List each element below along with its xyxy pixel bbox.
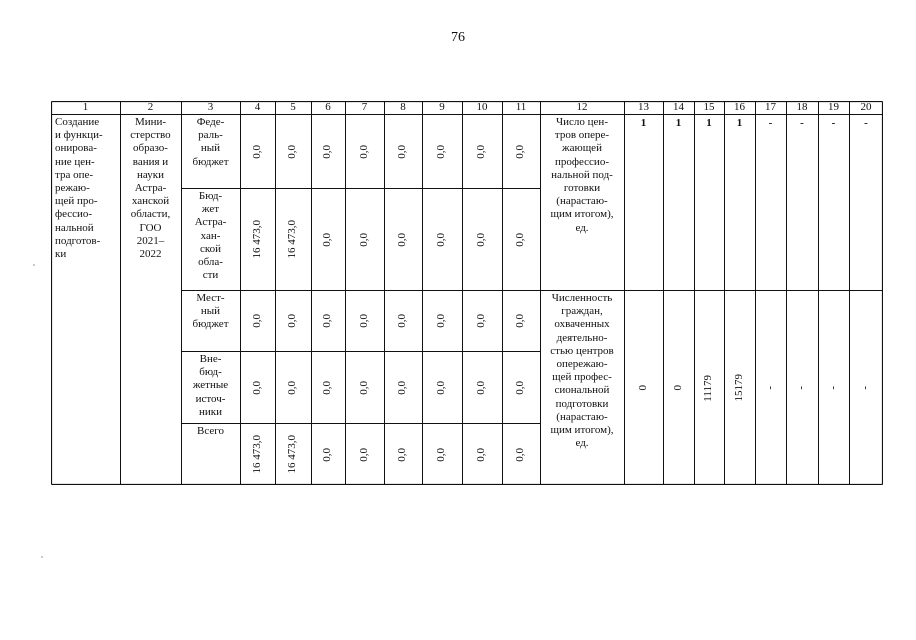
value-cell <box>422 424 462 485</box>
value-cell <box>462 189 502 290</box>
indicator-value: - <box>826 386 839 390</box>
budget-value: 0,0 <box>475 447 488 462</box>
source-name-cell: Вне- бюд- жетные источ- ники <box>192 353 229 418</box>
header-cell: 15 <box>703 101 715 113</box>
budget-value: 0,0 <box>514 314 527 328</box>
header-cell: 2 <box>147 101 154 113</box>
budget-value: 0,0 <box>357 314 370 328</box>
value-cell <box>422 189 462 290</box>
budget-value: 0,0 <box>396 232 409 247</box>
budget-value: 0,0 <box>514 447 527 462</box>
scan-speck <box>41 556 43 558</box>
budget-value: 0,0 <box>286 144 299 159</box>
source-name-cell: Мест- ный бюджет <box>192 292 229 331</box>
indicator-value-cell <box>624 291 663 485</box>
value-cell <box>502 115 540 188</box>
indicator-value: - <box>800 117 804 129</box>
budget-value: 0,0 <box>435 232 448 247</box>
value-cell <box>275 424 311 485</box>
budget-value: 0,0 <box>321 144 334 159</box>
value-cell <box>275 115 311 188</box>
budget-value: 0,0 <box>514 144 527 159</box>
activity-cell: Создание и функци- онирова- ние цен- тра опе- режаю- щей про- фессио- нальной подготов- ки <box>55 116 103 261</box>
value-cell <box>462 352 502 423</box>
indicator-value: - <box>795 386 808 390</box>
page-number: 76 <box>451 30 465 45</box>
value-cell <box>275 352 311 423</box>
header-cell: 13 <box>638 101 649 113</box>
indicator-value-cell <box>818 291 849 485</box>
value-cell <box>422 291 462 351</box>
budget-value: 0,0 <box>321 447 334 462</box>
value-cell <box>462 115 502 188</box>
value-cell <box>240 352 275 423</box>
header-cell: 3 <box>207 101 214 113</box>
indicator-name-cell: Число цен- тров опере- жающей профессио- нальной под- готовки (нарастаю- щим итогом), ед. <box>550 116 614 234</box>
indicator-value: - <box>864 117 868 129</box>
value-cell <box>240 291 275 351</box>
budget-value: 0,0 <box>357 447 370 462</box>
budget-value: 0,0 <box>396 314 409 328</box>
value-cell <box>345 424 384 485</box>
source-name-cell: Бюд- жет Астра- хан- ской обла- сти <box>194 190 227 282</box>
header-cell: 17 <box>765 101 776 113</box>
header-cell: 9 <box>439 101 445 113</box>
indicator-value: 15179 <box>732 374 745 402</box>
value-cell <box>462 291 502 351</box>
indicator-value-cell <box>755 291 786 485</box>
value-cell <box>345 291 384 351</box>
value-cell <box>240 424 275 485</box>
budget-value: 0,0 <box>475 144 488 159</box>
value-cell <box>384 189 422 290</box>
value-cell <box>311 115 345 188</box>
budget-value: 0,0 <box>396 447 409 462</box>
budget-value: 0,0 <box>475 314 488 328</box>
value-cell <box>502 424 540 485</box>
value-cell <box>422 352 462 423</box>
value-cell <box>275 189 311 290</box>
budget-value: 16 473,0 <box>250 220 263 259</box>
header-cell: 12 <box>576 101 588 113</box>
value-cell <box>311 424 345 485</box>
indicator-value: 1 <box>736 117 743 129</box>
budget-value: 0,0 <box>250 144 263 159</box>
indicator-value: 0 <box>636 385 649 391</box>
budget-table <box>51 101 883 485</box>
value-cell <box>384 352 422 423</box>
budget-value: 0,0 <box>435 447 448 462</box>
value-cell <box>345 115 384 188</box>
header-cell: 11 <box>515 101 527 113</box>
indicator-value: - <box>831 117 836 129</box>
indicator-value: - <box>768 117 773 129</box>
value-cell <box>384 424 422 485</box>
header-cell: 14 <box>673 101 684 113</box>
budget-value: 0,0 <box>250 380 263 395</box>
indicator-value: 1 <box>640 117 647 129</box>
indicator-value-cell <box>849 291 883 485</box>
indicator-value: - <box>859 386 872 390</box>
value-cell <box>275 291 311 351</box>
budget-value: 0,0 <box>396 380 409 395</box>
value-cell <box>345 352 384 423</box>
budget-value: 0,0 <box>286 314 299 328</box>
value-cell <box>311 189 345 290</box>
value-cell <box>384 291 422 351</box>
source-name-cell: Феде- раль- ный бюджет <box>192 116 229 168</box>
budget-value: 16 473,0 <box>250 435 263 474</box>
value-cell <box>502 291 540 351</box>
indicator-value: 11179 <box>702 374 715 402</box>
value-cell <box>240 115 275 188</box>
budget-value: 0,0 <box>357 380 370 395</box>
budget-value: 0,0 <box>321 380 334 395</box>
indicator-value-cell <box>786 291 818 485</box>
header-cell: 16 <box>734 101 745 113</box>
indicator-value-cell <box>694 291 724 485</box>
header-cell: 5 <box>290 101 296 113</box>
header-cell: 6 <box>325 101 331 113</box>
value-cell <box>311 291 345 351</box>
header-cell: 10 <box>476 101 488 113</box>
budget-value: 0,0 <box>435 380 448 395</box>
budget-value: 0,0 <box>475 232 488 247</box>
header-cell: 7 <box>361 101 368 113</box>
value-cell <box>422 115 462 188</box>
budget-value: 0,0 <box>321 314 334 328</box>
budget-value: 0,0 <box>250 314 263 328</box>
source-name-cell: Всего <box>197 425 224 437</box>
budget-value: 16 473,0 <box>286 220 299 259</box>
value-cell <box>345 189 384 290</box>
header-cell: 4 <box>254 101 261 113</box>
indicator-value-cell <box>663 291 694 485</box>
header-cell: 20 <box>860 101 872 113</box>
budget-value: 0,0 <box>357 232 370 247</box>
header-cell: 1 <box>82 101 89 113</box>
indicator-value: 0 <box>671 385 684 391</box>
value-cell <box>462 424 502 485</box>
value-cell <box>311 352 345 423</box>
executor-cell: Мини- стерство образо- вания и науки Астра- ханской области, ГОО 2021– 2022 <box>130 116 171 261</box>
budget-value: 0,0 <box>357 144 370 159</box>
budget-value: 0,0 <box>321 232 334 247</box>
header-cell: 8 <box>400 101 406 113</box>
budget-value: 0,0 <box>475 380 488 395</box>
budget-value: 0,0 <box>435 144 448 159</box>
budget-value: 16 473,0 <box>286 435 299 474</box>
budget-value: 0,0 <box>396 144 409 159</box>
indicator-value: 1 <box>706 117 712 129</box>
value-cell <box>384 115 422 188</box>
value-cell <box>240 189 275 290</box>
scan-speck <box>33 264 35 266</box>
value-cell <box>502 189 540 290</box>
budget-value: 0,0 <box>514 380 527 395</box>
budget-value: 0,0 <box>286 380 299 395</box>
budget-value: 0,0 <box>514 232 527 247</box>
indicator-value: - <box>763 386 776 390</box>
value-cell <box>502 352 540 423</box>
header-cell: 18 <box>796 101 808 113</box>
header-cell: 19 <box>828 101 839 113</box>
indicator-value-cell <box>724 291 755 485</box>
budget-value: 0,0 <box>435 314 448 328</box>
indicator-value: 1 <box>675 117 682 129</box>
indicator-name-cell: Численность граждан, охваченных деятельно- стью центров опережаю- щей профес- сиональной подготовки (нарастаю- щим итогом), ед. <box>550 292 614 450</box>
